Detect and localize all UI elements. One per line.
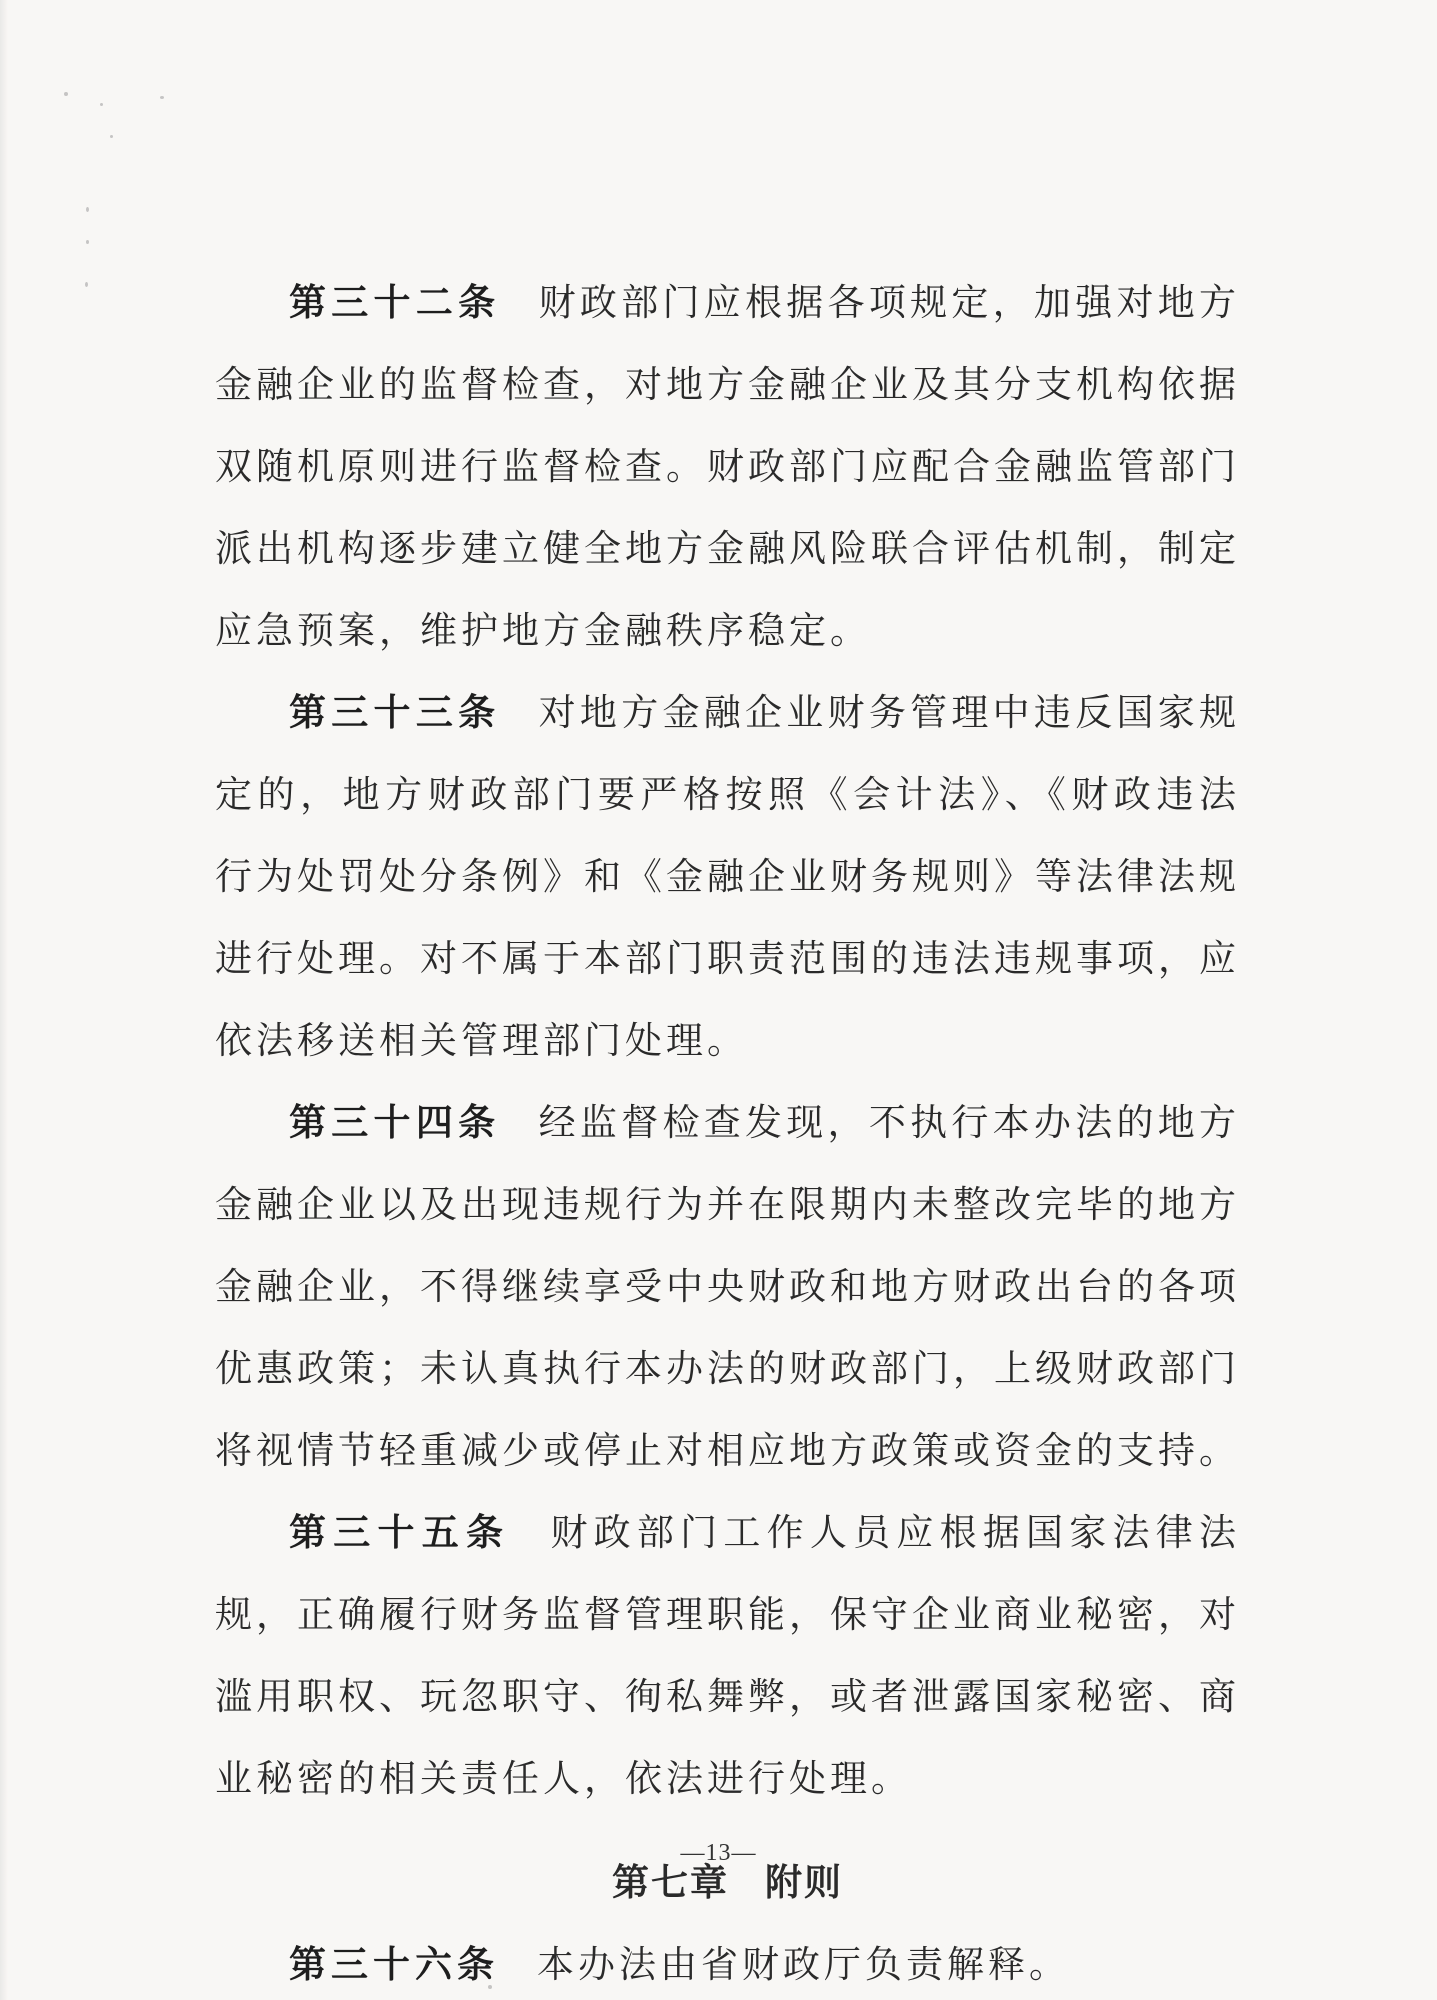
page-number: —13—: [680, 1840, 757, 1866]
article-text: 本办法由省财政厅负责解释。: [537, 1943, 1070, 1986]
document-body: [215, 262, 1240, 2000]
article-33: [215, 672, 1240, 1082]
article-35: [215, 1492, 1240, 1820]
article-34: [215, 1082, 1240, 1492]
article-heading: 第三十二条: [289, 281, 501, 324]
scan-speck: [110, 135, 113, 138]
article-text: 财政部门应根据各项规定，加强对地方金融企业的监督检查，对地方金融企业及其分支机构依据双随机原则进行监督检查。财政部门应配合金融监管部门派出机构逐步建立健全地方金融风险联合评估机制，制定应急预案，维护地方金融秩序稳定。: [215, 281, 1241, 652]
scan-speck: [64, 92, 68, 96]
article-heading: 第三十三条: [289, 691, 501, 734]
scan-speck: [86, 207, 89, 212]
scan-speck: [160, 96, 164, 99]
article-text: 财政部门工作人员应根据国家法律法规，正确履行财务监督管理职能，保守企业商业秘密，对滥用职权、玩忽职守、徇私舞弊，或者泄露国家秘密、商业秘密的相关责任人，依法进行处理。: [215, 1511, 1241, 1800]
chapter-title: 附则: [765, 1861, 843, 1904]
scan-speck: [100, 103, 103, 106]
scan-edge-shadow: [0, 0, 8, 2000]
article-heading: 第三十五条: [289, 1511, 511, 1554]
article-32: [215, 262, 1240, 672]
scan-speck: [86, 240, 89, 244]
article-text: 经监督检查发现，不执行本办法的地方金融企业以及出现违规行为并在限期内未整改完毕的地方金融企业，不得继续享受中央财政和地方财政出台的各项优惠政策；未认真执行本办法的财政部门，上级财政部门将视情节轻重减少或停止对相应地方政策或资金的支持。: [215, 1101, 1241, 1472]
chapter-number: 第七章: [612, 1861, 729, 1904]
article-text: 对地方金融企业财务管理中违反国家规定的，地方财政部门要严格按照《会计法》、《财政违法行为处罚处分条例》和《金融企业财务规则》等法律法规进行处理。对不属于本部门职责范围的违法违规事项，应依法移送相关管理部门处理。: [215, 691, 1241, 1062]
article-36: [215, 1924, 1240, 2000]
article-heading: 第三十四条: [289, 1101, 501, 1144]
article-heading: 第三十六条: [289, 1943, 499, 1986]
scan-speck: [85, 282, 88, 287]
